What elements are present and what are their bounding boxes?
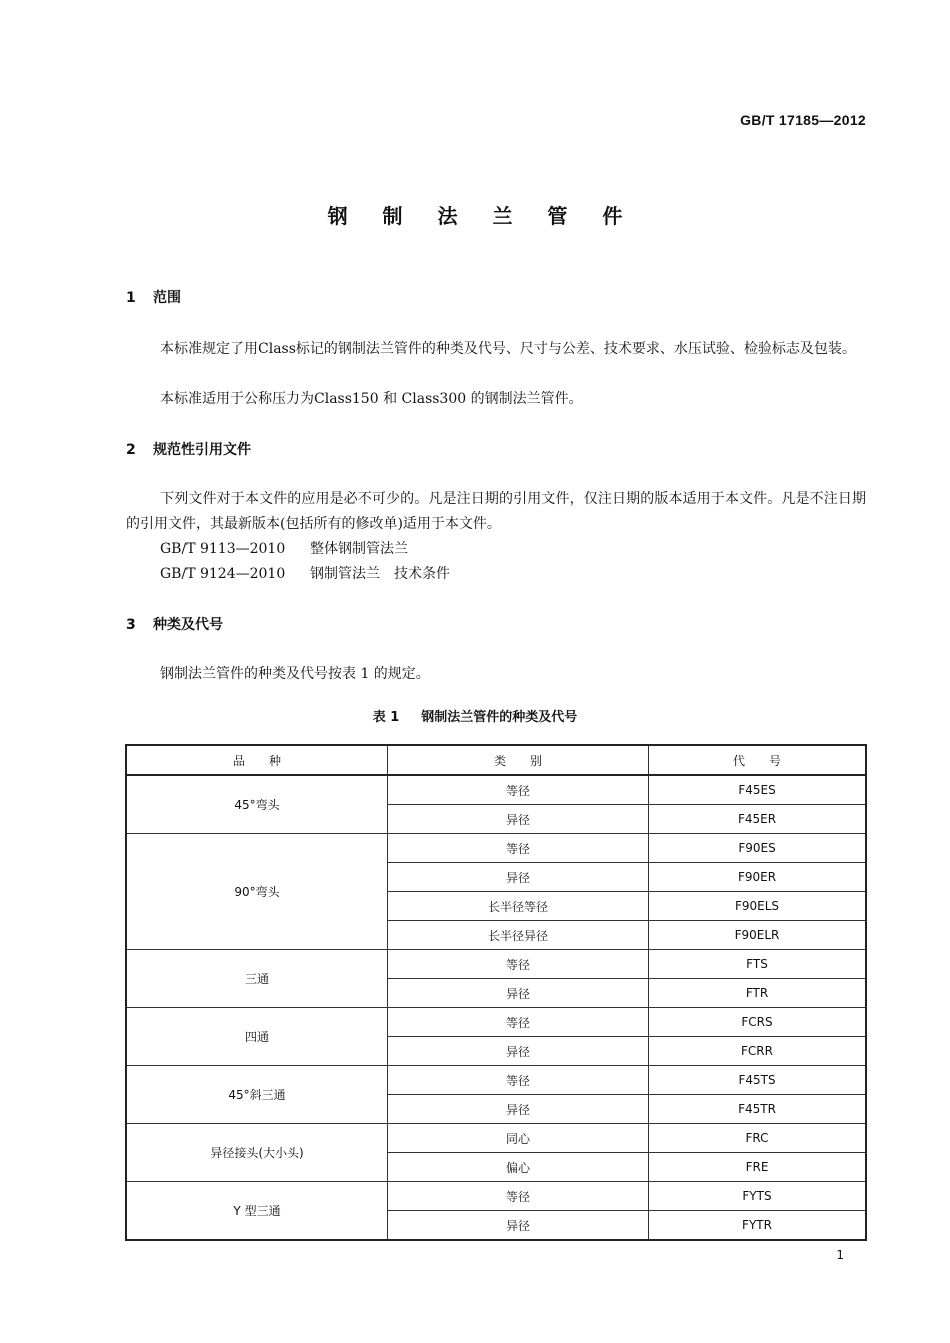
header-code: 代 号 [649,745,867,775]
standard-code: GB/T 17185—2012 [740,112,866,128]
reference-2 [160,562,450,587]
category-cell: 异径接头(大小头) [126,1124,388,1182]
code-cell: F90ELS [649,892,867,921]
category-cell: 90°弯头 [126,834,388,950]
type-cell: 等径 [388,1008,649,1037]
category-cell: 45°斜三通 [126,1066,388,1124]
header-category: 品 种 [126,745,388,775]
section-3-paragraph-1: 钢制法兰管件的种类及代号按表 1 的规定。 [160,666,430,682]
reference-title: 整体钢制管法兰 [310,541,408,557]
code-cell: FRE [649,1153,867,1182]
type-cell: 等径 [388,1066,649,1095]
code-cell: FCRS [649,1008,867,1037]
section-number: 2 [126,442,136,458]
code-cell: F90ER [649,863,867,892]
section-title: 范围 [153,290,181,306]
table-title: 钢制法兰管件的种类及代号 [421,710,578,725]
table-row [126,775,866,805]
type-cell: 异径 [388,979,649,1008]
type-cell: 等径 [388,834,649,863]
table-caption [0,706,950,725]
type-cell: 异径 [388,1037,649,1066]
code-cell: FRC [649,1124,867,1153]
table-row [126,950,866,979]
category-cell: 45°弯头 [126,775,388,834]
table-number: 表 1 [372,710,400,725]
section-1-paragraph-2: 本标准适用于公称压力为Class150 和 Class300 的钢制法兰管件。 [160,391,583,407]
type-cell: 异径 [388,1211,649,1241]
code-cell: FYTR [649,1211,867,1241]
code-cell: F45ER [649,805,867,834]
code-cell: FTR [649,979,867,1008]
code-cell: F90ELR [649,921,867,950]
page-number: 1 [836,1248,844,1262]
section-1-paragraph-1: 本标准规定了用Class标记的钢制法兰管件的种类及代号、尺寸与公差、技术要求、水压试验、检验标志及包装。 [160,341,856,357]
type-cell: 偏心 [388,1153,649,1182]
table-row [126,1066,866,1095]
table-row [126,1182,866,1211]
table-row [126,834,866,863]
type-cell: 异径 [388,805,649,834]
document-title: 钢 制 法 兰 管 件 [327,204,637,228]
reference-code: GB/T 9124—2010 [160,566,286,582]
section-number: 3 [126,617,136,633]
section-title: 规范性引用文件 [153,442,251,458]
code-cell: F45TS [649,1066,867,1095]
code-cell: FCRR [649,1037,867,1066]
code-cell: F45TR [649,1095,867,1124]
code-cell: F45ES [649,775,867,805]
table-row [126,1124,866,1153]
reference-1 [160,537,408,562]
type-cell: 异径 [388,863,649,892]
section-number: 1 [126,290,136,306]
section-3-heading [126,614,223,634]
code-cell: F90ES [649,834,867,863]
type-cell: 等径 [388,1182,649,1211]
type-cell: 长半径异径 [388,921,649,950]
reference-code: GB/T 9113—2010 [160,541,286,557]
fittings-table [125,744,867,1241]
section-2-heading [126,439,251,459]
code-cell: FTS [649,950,867,979]
type-cell: 异径 [388,1095,649,1124]
code-cell: FYTS [649,1182,867,1211]
type-cell: 同心 [388,1124,649,1153]
reference-title: 钢制管法兰 技术条件 [310,566,450,582]
type-cell: 等径 [388,950,649,979]
category-cell: 三通 [126,950,388,1008]
table-row [126,1008,866,1037]
section-title: 种类及代号 [153,617,223,633]
type-cell: 等径 [388,775,649,805]
type-cell: 长半径等径 [388,892,649,921]
table-header-row [126,745,866,775]
category-cell: 四通 [126,1008,388,1066]
category-cell: Y 型三通 [126,1182,388,1241]
header-type: 类 别 [388,745,649,775]
section-2-paragraph-1: 下列文件对于本文件的应用是必不可少的。凡是注日期的引用文件，仅注日期的版本适用于本文件。凡是不注日期的引用文件，其最新版本(包括所有的修改单)适用于本文件。 [126,491,866,532]
section-1-heading [126,287,181,307]
